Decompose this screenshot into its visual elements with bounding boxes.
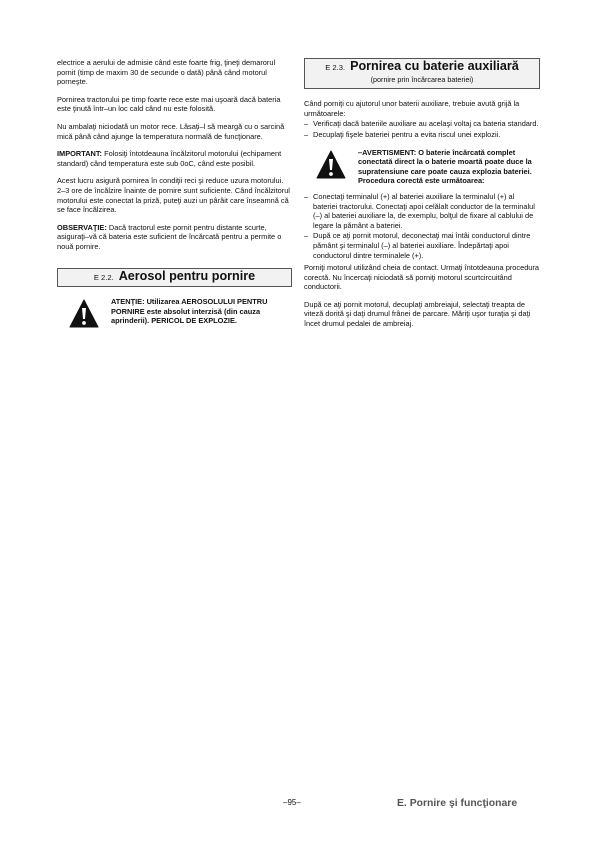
- battery-warning-text: ‒AVERTISMENT: O baterie încărcată complet conectată direct la o baterie moartă poate duce la supratensiune care poate cauza explozia bateriei. Procedura corectă este următoarea:: [358, 147, 532, 186]
- section-e22-number: E 2.2.: [93, 272, 114, 282]
- section-e22-header: [57, 268, 292, 288]
- left-paragraph-2: Pornirea tractorului pe timp foarte rece este mai uşoară dacă bateria este ţinută într‒un loc cald când nu este folosită.: [57, 94, 281, 114]
- right-column: [304, 58, 540, 337]
- important-note: [57, 149, 292, 168]
- page-number: ‒95‒: [283, 798, 301, 807]
- section-e22-title: Aerosol pentru pornire: [118, 268, 256, 283]
- list-item: – După ce aţi pornit motorul, deconectaţi mai întâi conductorul dintre pământ şi terminalul (‒) al bateriei auxiliare. Îndepărtaţi apoi conductorul dintre terminalele (+).: [304, 231, 540, 260]
- important-label: IMPORTANT:: [57, 149, 103, 159]
- aerosol-warning-text: ATENŢIE: Utilizarea AEROSOLULUI PENTRU PORNIRE este absolut interzisă (din cauza aprinderii). PERICOL DE EXPLOZIE.: [111, 297, 268, 326]
- right-paragraph-1: Porniţi motorul utilizând cheia de contact. Urmaţi întotdeauna procedura corectă. Nu încercaţi niciodată să porniţi motorul scurtcircuitând conductorii.: [304, 263, 539, 292]
- important-text: Folosiţi întotdeauna încălzitorul motorului (echipament standard) când temperatura este sub 0oC, când este posibil.: [57, 149, 282, 168]
- right-paragraph-2: După ce aţi pornit motorul, decuplaţi ambreiajul, selectaţi treapta de viteză dorită şi daţi drumul frânei de parcare. Măriţi uşor turaţia şi daţi încet drumul pedalei de ambreiaj.: [304, 299, 531, 329]
- observatie-text: Dacă tractorul este pornit pentru distante scurte, asiguraţi‒vă că bateria este suficient de încărcată pentru a permite o nouă pornire.: [57, 222, 282, 251]
- observatie-label: OBSERVAŢIE:: [57, 222, 107, 232]
- left-paragraph-1: electrice a aerului de admisie când este foarte frig, ţineţi demarorul pornit (timp de maxim 30 de secunde o dată) până când motorul porneşte.: [57, 58, 276, 87]
- left-paragraph-4: Acest lucru asigură pornirea în condiţii reci şi reduce uzura motorului. 2‒3 ore de încălzire înainte de pornire sunt suficiente. Când încălzitorul motorului este conectat la priză, puteţi auzi un pârâit care înseamnă că se face încălzirea.: [57, 176, 290, 215]
- list-item: – Conectaţi terminalul (+) al bateriei auxiliare la terminalul (+) al bateriei tractorului. Conectaţi apoi celălalt conductor de la terminalul (‒) al bateriei auxiliare la, de exemplu, bolţul de fixare al cablului de legare la pământ a bateriei.: [304, 192, 540, 230]
- list-item: – Verificaţi dacă bateriile auxiliare au acelaşi voltaj ca bateria standard.: [304, 119, 540, 129]
- footer-section-label: E. Pornire şi funcţionare: [397, 798, 518, 809]
- observatie-note: [57, 223, 292, 252]
- section-e23-number: E 2.3.: [325, 63, 346, 72]
- battery-warning: [304, 148, 540, 186]
- procedure-list: [304, 192, 540, 260]
- left-paragraph-3: Nu ambalaţi niciodată un motor rece. Lăsaţi‒l să meargă cu o sarcină mică până când ajunge la temperatura normală de funcţionare.: [57, 121, 285, 141]
- check-list: [304, 119, 540, 139]
- right-intro: Când porniţi cu ajutorul unor baterii auxiliare, trebuie avută grijă la următoarele:: [304, 99, 520, 118]
- warning-triangle-icon: [316, 150, 346, 180]
- aerosol-warning: [57, 297, 292, 329]
- left-column: [57, 58, 292, 329]
- warning-triangle-icon: [69, 299, 99, 329]
- section-e23-subtitle: (pornire prin încărcarea bateriei): [370, 74, 474, 84]
- section-e23-title: Pornirea cu baterie auxiliară: [350, 59, 519, 73]
- list-item: – Decuplaţi fişele bateriei pentru a evita riscul unei explozii.: [304, 130, 540, 140]
- section-e23-header: [304, 58, 540, 89]
